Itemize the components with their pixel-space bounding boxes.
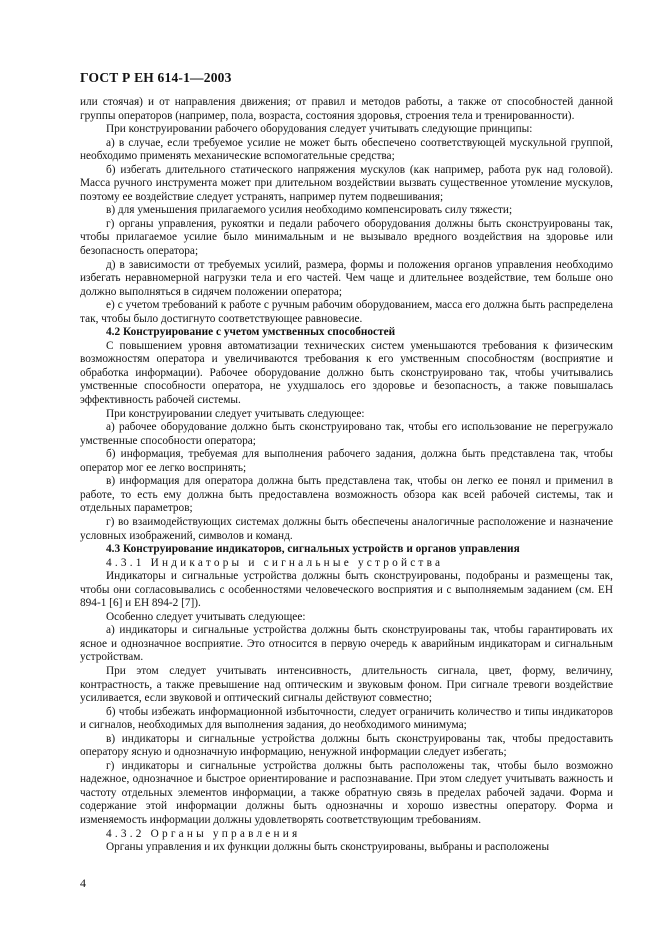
paragraph: При конструировании рабочего оборудования следует учитывать следующие принципы: xyxy=(106,123,533,136)
paragraph: Особенно следует учитывать следующее: xyxy=(106,610,306,623)
section-heading: 4.2 Конструирование с учетом умственных способностей xyxy=(106,326,396,339)
body-text xyxy=(80,96,613,855)
list-item: б) информация, требуемая для выполнения рабочего задания, должна быть представлена так, чтобы оператор мог ее легко воспринять; xyxy=(80,448,613,474)
paragraph: При конструировании следует учитывать следующее: xyxy=(106,407,365,420)
standard-header: ГОСТ Р ЕН 614-1—2003 xyxy=(80,70,232,85)
paragraph: или стоячая) и от направления движения; от правил и методов работы, а также от способностей данной группы операторов (например, пола, возраста, состояния здоровья, строения тела и тренированности). xyxy=(80,96,613,122)
paragraph: При этом следует учитывать интенсивность, длительность сигнала, цвет, форму, величину, контрастность, а также превышение над оптическим и звуковым фоном. При сигнале тревоги воздействие усиливается, если звуковой и оптический сигналы действуют совместно; xyxy=(80,664,613,705)
subsection-heading: 4.3.2 Органы управления xyxy=(106,827,301,840)
list-item: а) рабочее оборудование должно быть сконструировано так, чтобы его использование не перегружало умственные способности оператора; xyxy=(80,421,613,447)
list-item: б) избегать длительного статического напряжения мускулов (как например, работа рук над головой). Масса ручного инструмента может при длительном воздействии вызвать существенное утомление мускулов, поэтому ее воздействие следует устранять, например путем подвешивания; xyxy=(80,163,613,203)
list-item: в) для уменьшения прилагаемого усилия необходимо компенсировать силу тяжести; xyxy=(106,204,513,217)
subsection-heading: 4.3.1 Индикаторы и сигнальные устройства xyxy=(106,556,444,569)
list-item: г) органы управления, рукоятки и педали рабочего оборудования должны быть сконструированы так, чтобы прилагаемое усилие было минимальным и не вызывало вредного воздействия на здоровье или безопасность оператора; xyxy=(80,217,613,258)
list-item: д) в зависимости от требуемых усилий, размера, формы и положения органов управления необходимо избегать неравномерной нагрузки тела и его частей. Чем чаще и длительнее воздействие, тем больше оно должно выполняться в сидячем положении оператора; xyxy=(80,258,613,298)
list-item: а) в случае, если требуемое усилие не может быть обеспечено соответствующей мускульной группой, необходимо применять механические вспомогательные средства; xyxy=(80,136,613,163)
list-item: г) во взаимодействующих системах должны быть обеспечены аналогичные расположение и назначение условных изображений, символов и команд. xyxy=(80,515,613,542)
paragraph: Индикаторы и сигнальные устройства должны быть сконструированы, подобраны и размещены так, чтобы они согласовывались с особенностями человеческого восприятия и с выполняемым заданием (см. ЕН 894-1 [6] и ЕН 894-2 [7]). xyxy=(80,570,613,610)
paragraph: С повышением уровня автоматизации технических систем уменьшаются требования к физическим возможностям оператора и увеличиваются требования к его умственным способностям (восприятие и обработка информации). Рабочее оборудование должно быть сконструировано так, чтобы учитывались умственные способности оператора, не ухудшалось его здоровье и безопасность, а также повышалась эффективность рабочей системы. xyxy=(80,339,613,407)
list-item: г) индикаторы и сигнальные устройства должны быть расположены так, чтобы было возможно надежное, однозначное и быстрое ориентирование и распознавание. При этом следует учитывать важность и частоту отдельных элементов информации, а также обратную связь в пределах рабочей задачи. Форма и содержание этой информации должны быть однозначны и хорошо известны оператору. Форма и изменяемость информации должны удовлетворять соответствующим требованиям. xyxy=(80,759,613,826)
section-heading: 4.3 Конструирование индикаторов, сигнальных устройств и органов управления xyxy=(106,543,520,556)
paragraph: Органы управления и их функции должны быть сконструированы, выбраны и расположены xyxy=(106,841,550,854)
list-item: а) индикаторы и сигнальные устройства должны быть сконструированы так, чтобы гарантировать их ясное и однозначное восприятие. Это относится в первую очередь к аварийным индикаторам и сигнальным устройствам. xyxy=(80,624,613,664)
page-number: 4 xyxy=(80,876,86,890)
list-item: в) информация для оператора должна быть представлена так, чтобы он легко ее понял и применил в работе, то есть ему должна быть предоставлена возможность обзора как всей рабочей системы, так и отдельных параметров; xyxy=(80,475,613,515)
list-item: б) чтобы избежать информационной избыточности, следует ограничить количество и типы индикаторов и сигналов, необходимых для выполнения задания, до необходимого минимума; xyxy=(80,705,613,732)
list-item: е) с учетом требований к работе с ручным рабочим оборудованием, масса его должна быть распределена так, чтобы было достигнуто соответствующее равновесие. xyxy=(80,299,613,325)
list-item: в) индикаторы и сигнальные устройства должны быть сконструированы так, чтобы предоставить оператору ясную и однозначную информацию, ненужной информации следует избегать; xyxy=(80,732,613,759)
